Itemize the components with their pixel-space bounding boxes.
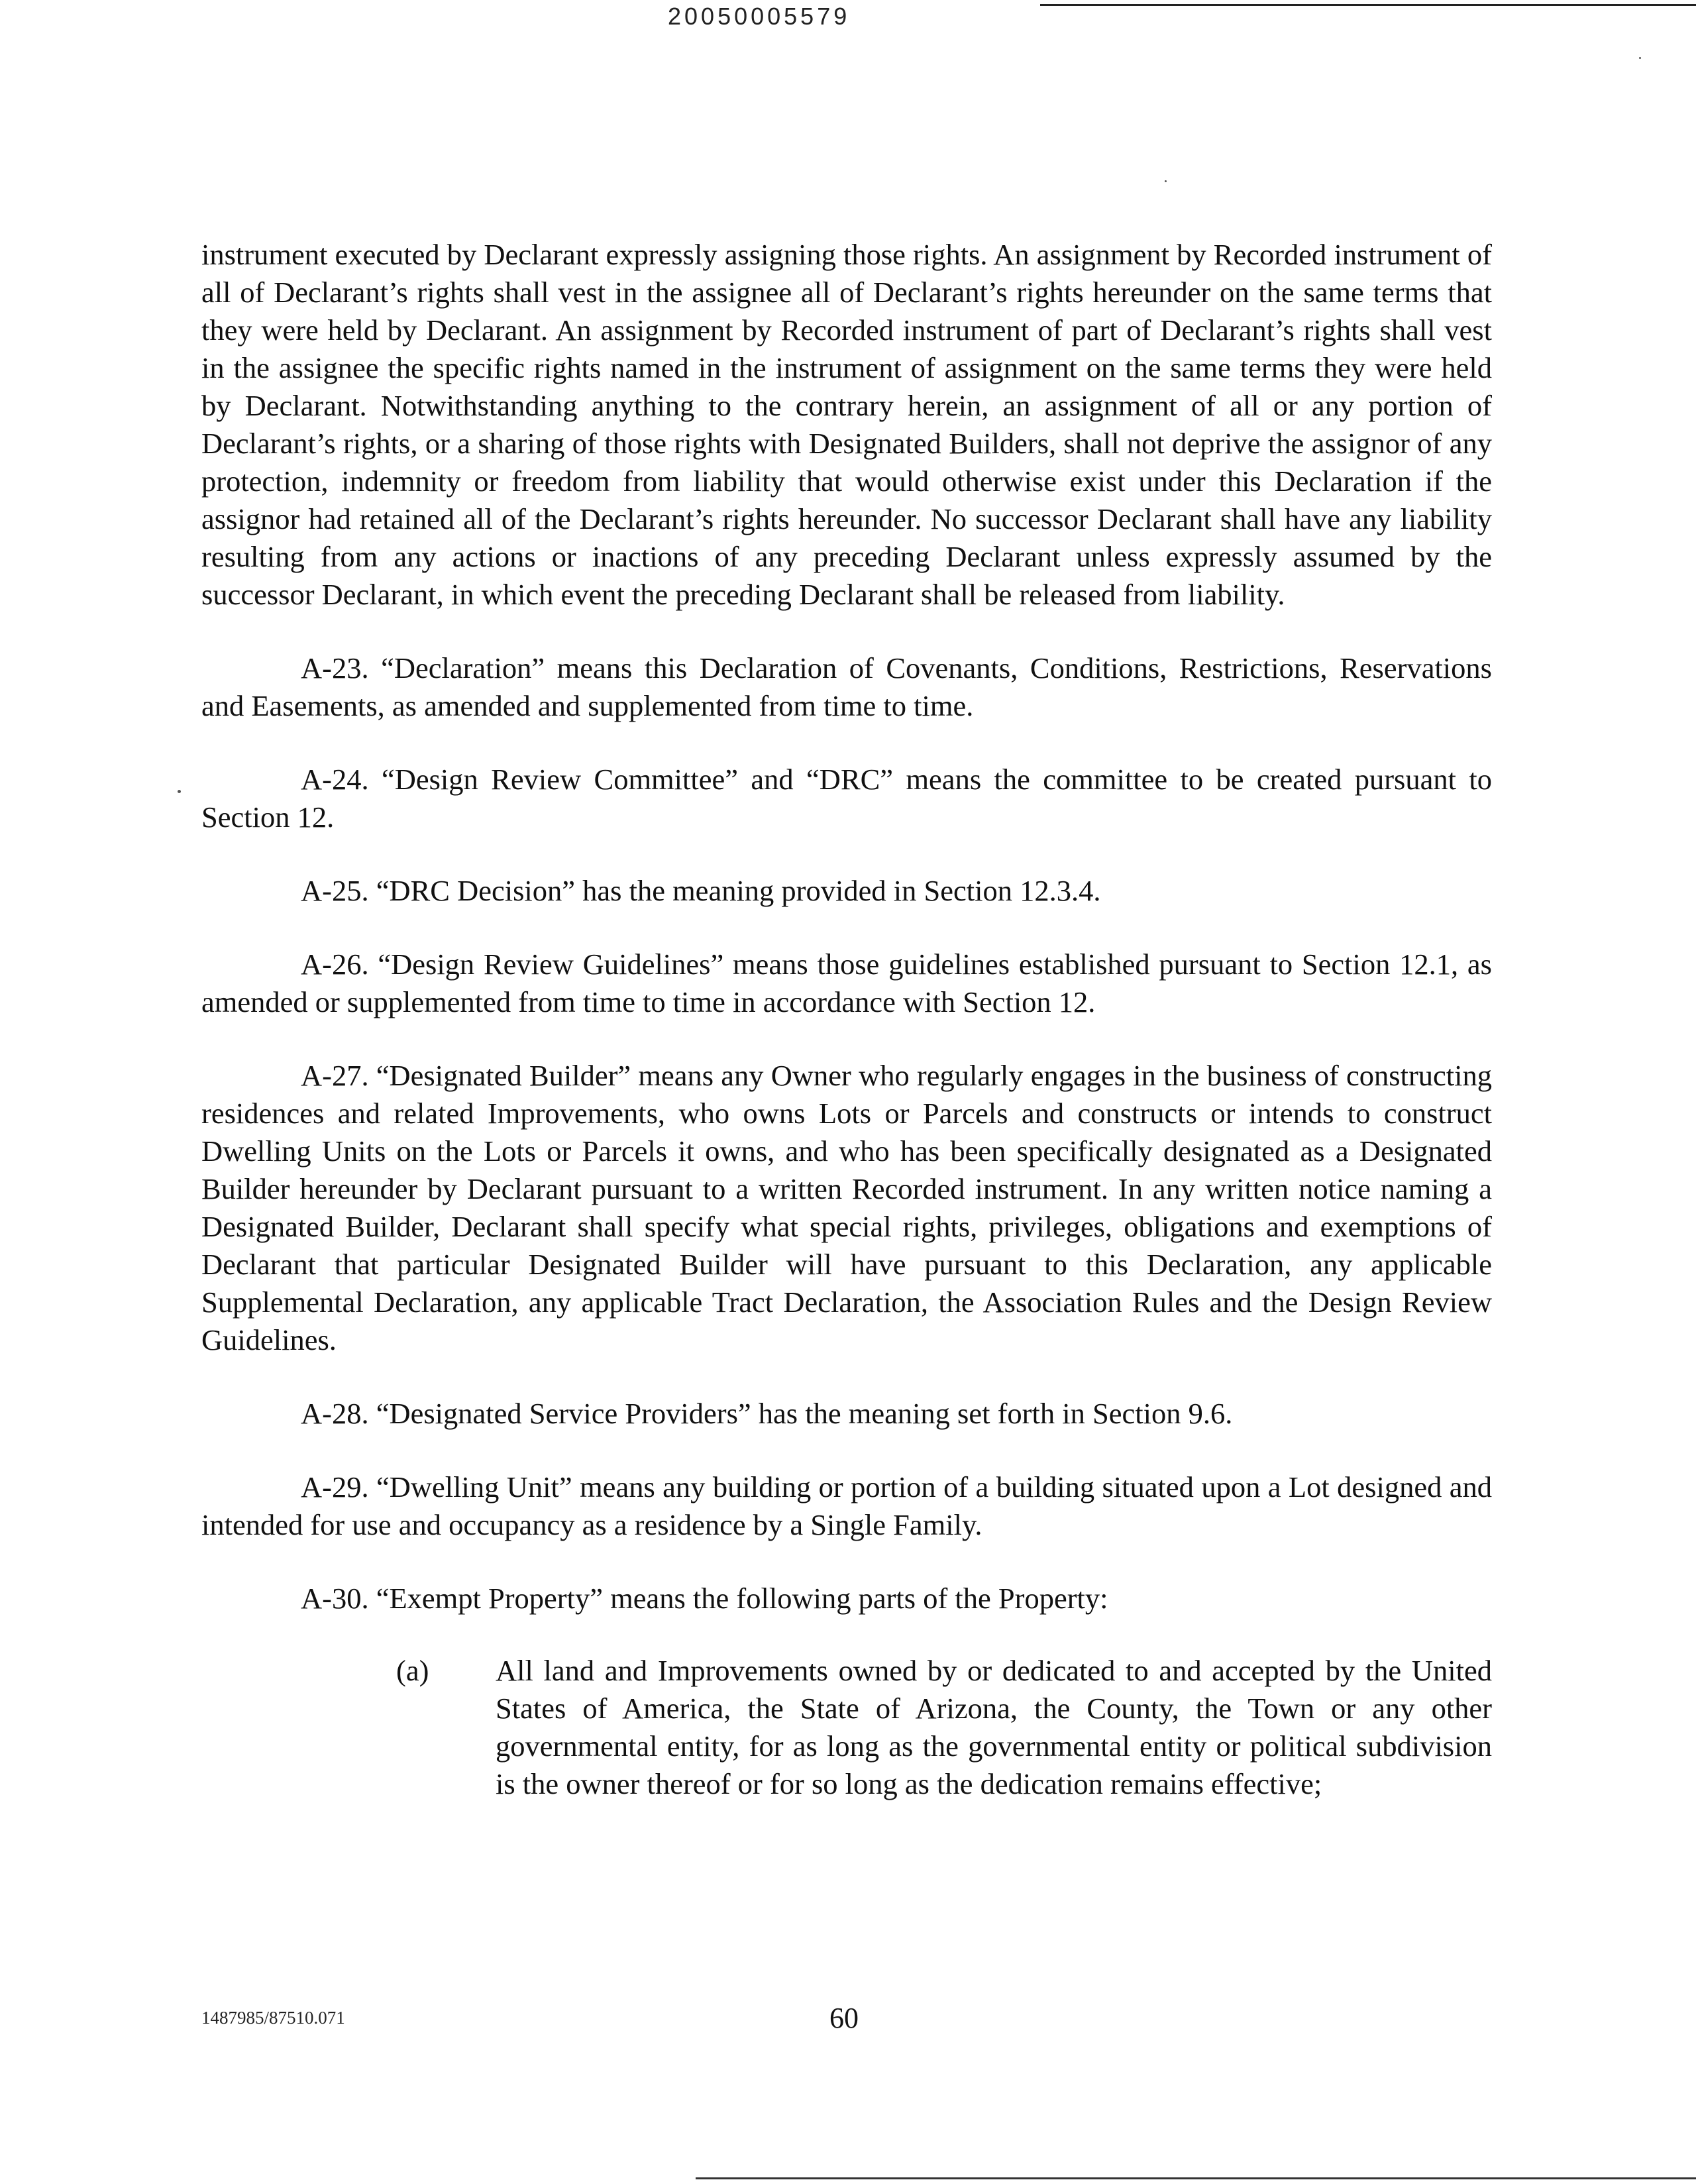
definition-a27: A-27. “Designated Builder” means any Owner who regularly engages in the business of constructing residences and related Improvements, who owns Lots or Parcels and constructs or intends to construct Dwelling Units on the Lots or Parcels it owns, and who has been specifically designated as a Designated Builder hereunder by Declarant pursuant to a written Recorded instrument. In any written notice naming a Designated Builder, Declarant shall specify what special rights, privileges, obligations and exemptions of Declarant that particular Designated Builder will have pursuant to this Declaration, any applicable Supplemental Declaration, any applicable Tract Declaration, the Association Rules and the Design Review Guidelines.: [201, 1059, 1492, 1356]
bottom-rule: [696, 2177, 1696, 2179]
definition-a30: A-30. “Exempt Property” means the following parts of the Property:: [301, 1582, 1108, 1615]
definition-a26: A-26. “Design Review Guidelines” means those guidelines established pursuant to Section 12.1, as amended or supplemented from time to time in accordance with Section 12.: [201, 948, 1492, 1018]
subitem-label: (a): [396, 1654, 429, 1687]
scan-speck: [1165, 180, 1167, 182]
definition-a24: A-24. “Design Review Committee” and “DRC” means the committee to be created pursuant to Section 12.: [201, 763, 1492, 834]
top-rule: [1040, 4, 1696, 6]
footer-file-id: 1487985/87510.071: [201, 2008, 345, 2028]
subitem-text: All land and Improvements owned by or dedicated to and accepted by the United States of America, the State of Arizona, the County, the Town or any other governmental entity, for as long as the governmental entity or political subdivision is the owner thereof or for so long as the dedication remains effective;: [496, 1654, 1492, 1800]
definition-a25: A-25. “DRC Decision” has the meaning provided in Section 12.3.4.: [301, 874, 1101, 907]
definition-a28: A-28. “Designated Service Providers” has the meaning set forth in Section 9.6.: [301, 1397, 1233, 1430]
scan-speck: [1639, 57, 1641, 59]
scan-speck: [178, 790, 181, 793]
page-number: 60: [829, 2002, 859, 2034]
subitem-a: [396, 1652, 1492, 1803]
document-body: [201, 236, 1492, 1803]
recording-number: 20050005579: [668, 3, 851, 30]
continuation-paragraph: instrument executed by Declarant expressly assigning those rights. An assignment by Recorded instrument of all of Declarant’s rights shall vest in the assignee all of Declarant’s rights hereunder on the same terms that they were held by Declarant. An assignment by Recorded instrument of part of Declarant’s rights shall vest in the assignee the specific rights named in the instrument of assignment on the same terms they were held by Declarant. Notwithstanding anything to the contrary herein, an assignment of all or any portion of Declarant’s rights, or a sharing of those rights with Designated Builders, shall not deprive the assignor of any protection, indemnity or freedom from liability that would otherwise exist under this Declaration if the assignor had retained all of the Declarant’s rights hereunder. No successor Declarant shall have any liability resulting from any actions or inactions of any preceding Declarant unless expressly assumed by the successor Declarant, in which event the preceding Declarant shall be released from liability.: [201, 238, 1492, 611]
definition-a23: A-23. “Declaration” means this Declaration of Covenants, Conditions, Restrictions, Reservations and Easements, as amended and supplemented from time to time.: [201, 651, 1492, 722]
definition-a29: A-29. “Dwelling Unit” means any building or portion of a building situated upon a Lot designed and intended for use and occupancy as a residence by a Single Family.: [201, 1470, 1492, 1541]
